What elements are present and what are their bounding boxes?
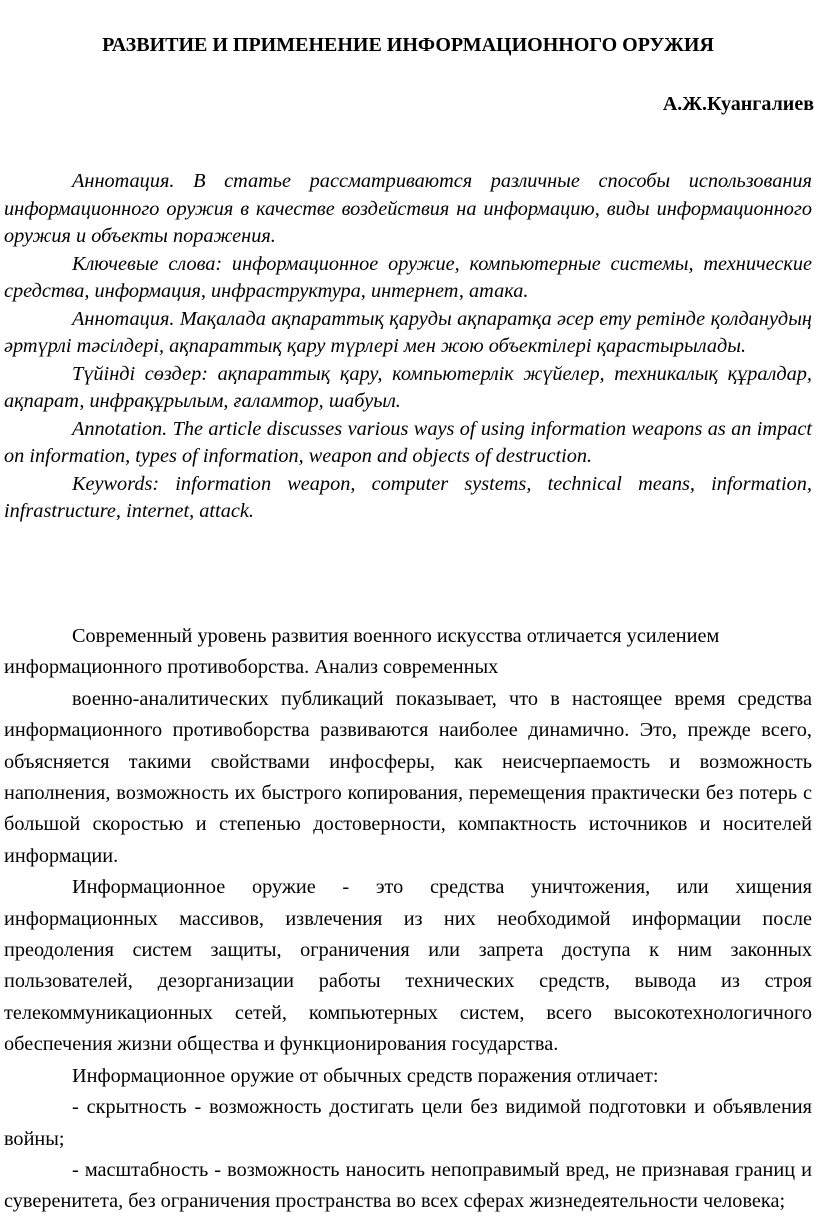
abstract-section (4, 168, 812, 526)
abstract-ru: Аннотация. В статье рассматриваются различные способы использования информационного оружия в качестве воздействия на информацию, виды информационного оружия и объекты поражения. (4, 170, 812, 247)
abstract-en: Annotation. The article discusses various ways of using information weapons as an impact on information, types of information, weapon and objects of destruction. (4, 417, 812, 467)
keywords-ru: Ключевые слова: информационное оружие, компьютерные системы, технические средства, информация, инфраструктура, интернет, атака. (4, 252, 812, 302)
body-paragraph-2: военно-аналитических публикаций показывает, что в настоящее время средства информационного противоборства развиваются наиболее динамично. Это, прежде всего, объясняется такими свойствами инфосферы, как неисчерпаемость и возможность наполнения, возможность их быстрого копирования, перемещения практически без потерь с большой скоростью и степенью достоверности, компактность источников и носителей информации. (4, 687, 812, 867)
body-paragraph-1: Современный уровень развития военного искусства отличается усилением информационного противоборства. Анализ современных (4, 625, 720, 679)
body-section (4, 621, 812, 1218)
keywords-kz: Түйінді сөздер: ақпараттық қару, компьютерлік жүйелер, техникалық құралдар, ақпарат, инфрақұрылым, ғаламтор, шабуыл. (4, 362, 812, 412)
keywords-en: Keywords: information weapon, computer systems, technical means, information, infrastructure, internet, attack. (4, 472, 812, 522)
body-list-item-2: - масштабность - возможность наносить непоправимый вред, не признавая границ и суверенитета, без ограничения пространства во всех сферах жизнедеятельности человека; (4, 1158, 812, 1213)
document-title: РАЗВИТИЕ И ПРИМЕНЕНИЕ ИНФОРМАЦИОННОГО ОРУЖИЯ (102, 34, 714, 56)
body-paragraph-4: Информационное оружие от обычных средств поражения отличает: (72, 1064, 659, 1087)
body-paragraph-3: Информационное оружие - это средства уничтожения, или хищения информационных массивов, извлечения из них необходимой информации после преодоления систем защиты, ограничения или запрета доступа к ним законных пользователей, дезорганизации работы технических средств, вывода из строя телекоммуникационных сетей, компьютерных систем, всего высокотехнологичного обеспечения жизни общества и функционирования государства. (4, 876, 812, 1056)
abstract-kz: Аннотация. Мақалада ақпараттық қаруды ақпаратқа әсер ету ретінде қолданудың әртүрлі тәсілдері, ақпараттық қару түрлері мен жою объектілері қарастырылады. (4, 307, 812, 357)
body-list-item-1: - скрытность - возможность достигать цели без видимой подготовки и объявления войны; (4, 1096, 812, 1150)
document-author: А.Ж.Куангалиев (662, 93, 814, 115)
